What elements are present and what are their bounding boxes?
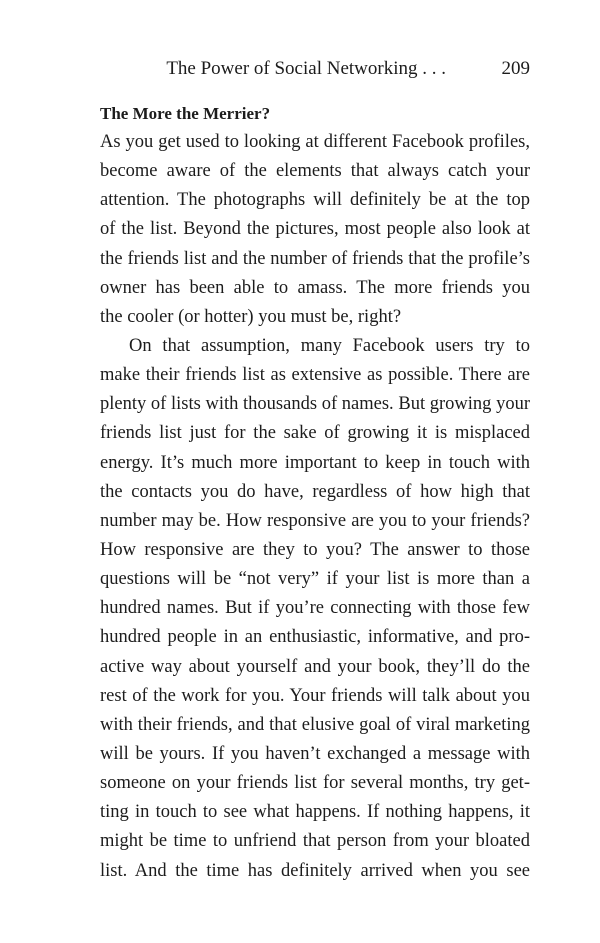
text-line: become aware of the elements that always catch your: [100, 161, 530, 182]
text-line: of the list. Beyond the pictures, most people also look at: [100, 219, 530, 240]
text-line: number may be. How responsive are you to your friends?: [100, 510, 530, 531]
text-line: make their friends list as extensive as possible. There are: [100, 365, 530, 386]
section-heading: The More the Merrier?: [100, 104, 271, 123]
paragraph-1: [100, 128, 530, 332]
text-line: friends list just for the sake of growing it is misplaced: [100, 423, 530, 444]
text-line: attention. The photographs will definitely be at the top: [100, 190, 530, 211]
text-line: the contacts you do have, regardless of how high that: [100, 481, 530, 502]
text-line: rest of the work for you. Your friends will talk about you: [100, 685, 530, 706]
text-line: the friends list and the number of friends that the profile’s: [100, 248, 530, 269]
running-head: [100, 54, 530, 84]
text-line: the cooler (or hotter) you must be, right?: [100, 306, 402, 327]
text-line: ting in touch to see what happens. If nothing happens, it: [100, 802, 530, 823]
text-line: someone on your friends list for several months, try get-: [100, 773, 530, 794]
paragraph-2: [100, 332, 530, 886]
text-line: hundred people in an enthusiastic, informative, and pro-: [100, 627, 530, 648]
text-line: hundred names. But if you’re connecting with those few: [100, 598, 530, 619]
running-head-title: The Power of Social Networking . . .: [166, 58, 446, 79]
text-line: with their friends, and that elusive goal of viral marketing: [100, 714, 530, 735]
text-line: energy. It’s much more important to keep in touch with: [100, 452, 530, 473]
text-line: list. And the time has definitely arrived when you see: [100, 860, 530, 881]
body-text: [100, 99, 530, 886]
text-line: How responsive are they to you? The answer to those: [100, 539, 530, 560]
text-line: might be time to unfriend that person from your bloated: [100, 831, 530, 852]
text-line: will be yours. If you haven’t exchanged a message with: [100, 743, 530, 764]
text-line: active way about yourself and your book, they’ll do the: [100, 656, 530, 677]
text-line: plenty of lists with thousands of names. But growing your: [100, 394, 530, 415]
text-line: On that assumption, many Facebook users try to: [129, 335, 530, 356]
text-line: As you get used to looking at different Facebook profiles,: [100, 132, 530, 152]
page-number: 209: [501, 58, 530, 79]
text-line: owner has been able to amass. The more friends you: [100, 277, 530, 298]
text-line: questions will be “not very” if your list is more than a: [100, 569, 530, 590]
